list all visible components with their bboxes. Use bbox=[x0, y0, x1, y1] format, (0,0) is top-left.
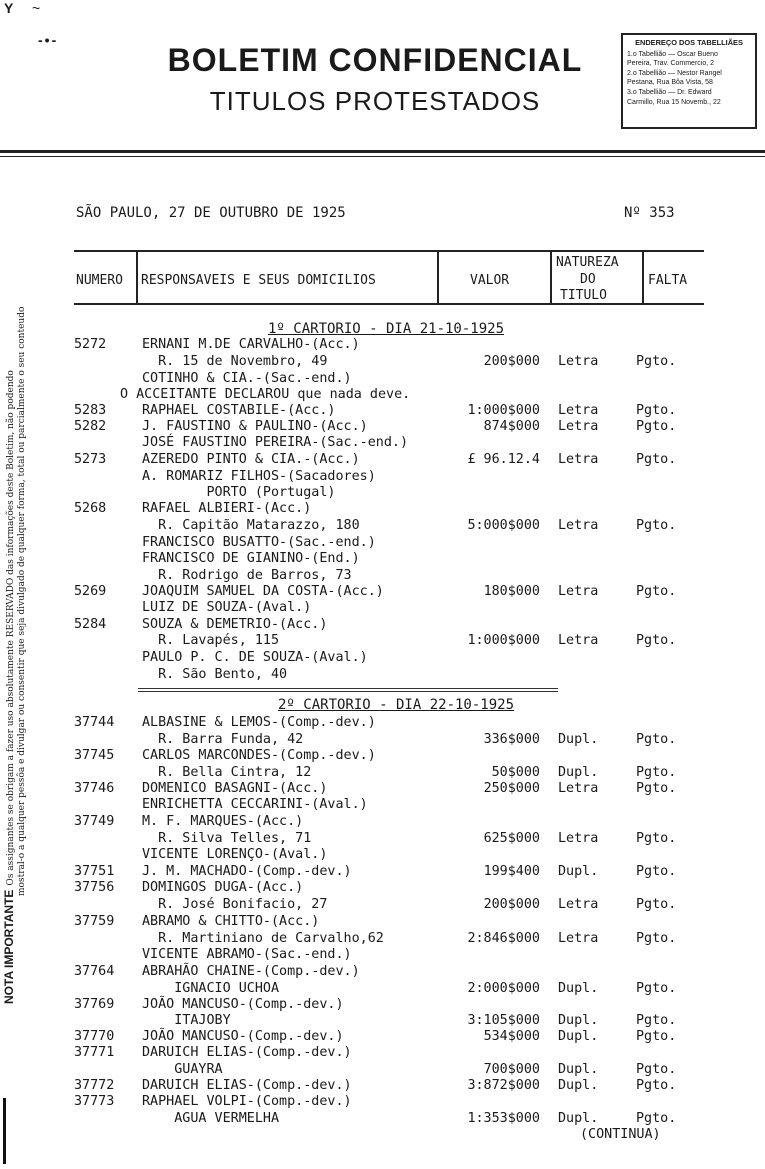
corner-mark: -•- bbox=[38, 32, 59, 48]
row-number: 5282 bbox=[74, 419, 107, 434]
section-divider bbox=[138, 691, 558, 692]
row-name: DOMENICO BASAGNI-(Acc.) bbox=[142, 781, 328, 796]
row-number: 37770 bbox=[74, 1029, 115, 1044]
row-number: 5269 bbox=[74, 584, 107, 599]
col-header-natureza: NATUREZA bbox=[556, 255, 619, 270]
address-line: Carmillo, Rua 15 Novemb., 22 bbox=[627, 98, 721, 106]
row-valor: 874$000 bbox=[483, 419, 540, 434]
row-name: DARUICH ELIAS-(Comp.-dev.) bbox=[142, 1078, 352, 1093]
row-valor: £ 96.12.4 bbox=[467, 452, 540, 467]
address-line: 3.o Tabellião — Dr. Edward bbox=[627, 88, 712, 96]
row-falta: Pgto. bbox=[636, 419, 677, 434]
row-natureza: Letra bbox=[558, 452, 599, 467]
row-name: O ACCEITANTE DECLAROU que nada deve. bbox=[120, 387, 411, 402]
address-box-heading: ENDEREÇO DOS TABELLIÃES bbox=[635, 38, 743, 47]
row-valor: 336$000 bbox=[483, 732, 540, 747]
row-valor: 50$000 bbox=[491, 765, 540, 780]
row-natureza: Dupl. bbox=[558, 981, 599, 996]
row-falta: Pgto. bbox=[636, 452, 677, 467]
col-header-valor: VALOR bbox=[470, 273, 510, 288]
row-name: SOUZA & DEMETRIO-(Acc.) bbox=[142, 617, 328, 632]
row-falta: Pgto. bbox=[636, 781, 677, 796]
row-natureza: Letra bbox=[558, 633, 599, 648]
row-falta: Pgto. bbox=[636, 584, 677, 599]
row-valor: 250$000 bbox=[483, 781, 540, 796]
row-name: VICENTE LORENÇO-(Aval.) bbox=[142, 847, 328, 862]
corner-mark: ~ bbox=[32, 0, 41, 16]
row-natureza: Letra bbox=[558, 931, 599, 946]
row-name: JOAQUIM SAMUEL DA COSTA-(Acc.) bbox=[142, 584, 384, 599]
col-header-natureza: TITULO bbox=[560, 288, 607, 303]
table-column-rule bbox=[136, 250, 138, 305]
row-name: COTINHO & CIA.-(Sac.-end.) bbox=[142, 371, 352, 386]
row-name: J. FAUSTINO & PAULINO-(Acc.) bbox=[142, 419, 368, 434]
row-number: 37771 bbox=[74, 1045, 115, 1060]
row-name: IGNACIO UCHOA bbox=[142, 981, 280, 996]
page-title: BOLETIM CONFIDENCIAL bbox=[167, 42, 583, 78]
row-natureza: Letra bbox=[558, 403, 599, 418]
row-name: JOÃO MANCUSO-(Comp.-dev.) bbox=[142, 1029, 344, 1044]
row-natureza: Letra bbox=[558, 419, 599, 434]
row-valor: 534$000 bbox=[483, 1029, 540, 1044]
row-name: JOÃO MANCUSO-(Comp.-dev.) bbox=[142, 997, 344, 1012]
row-valor: 200$000 bbox=[483, 897, 540, 912]
col-header-numero: NUMERO bbox=[76, 273, 123, 288]
row-valor: 1:000$000 bbox=[467, 633, 540, 648]
address-box bbox=[621, 33, 757, 129]
row-name: LUIZ DE SOUZA-(Aval.) bbox=[142, 600, 312, 615]
row-number: 37773 bbox=[74, 1094, 115, 1109]
row-name: M. F. MARQUES-(Acc.) bbox=[142, 814, 304, 829]
row-name: RAPHAEL COSTABILE-(Acc.) bbox=[142, 403, 336, 418]
row-number: 5268 bbox=[74, 501, 107, 516]
row-valor: 625$000 bbox=[483, 831, 540, 846]
col-header-falta: FALTA bbox=[648, 273, 688, 288]
row-name: FRANCISCO BUSATTO-(Sac.-end.) bbox=[142, 535, 376, 550]
row-number: 37759 bbox=[74, 914, 115, 929]
table-header-rule bbox=[74, 303, 704, 305]
row-valor: 200$000 bbox=[483, 354, 540, 369]
page-subtitle: TITULOS PROTESTADOS bbox=[209, 86, 541, 116]
section-title: 2º CARTORIO - DIA 22-10-1925 bbox=[278, 697, 515, 713]
row-name: AGUA VERMELHA bbox=[142, 1111, 280, 1126]
row-valor: 2:846$000 bbox=[467, 931, 540, 946]
row-natureza: Letra bbox=[558, 897, 599, 912]
row-falta: Pgto. bbox=[636, 931, 677, 946]
row-name: GUAYRA bbox=[142, 1062, 223, 1077]
row-natureza: Dupl. bbox=[558, 1062, 599, 1077]
row-name: DARUICH ELIAS-(Comp.-dev.) bbox=[142, 1045, 352, 1060]
side-note-label: NOTA IMPORTANTE bbox=[2, 889, 16, 1004]
row-falta: Pgto. bbox=[636, 1078, 677, 1093]
row-name: ABRAHÃO CHAINE-(Comp.-dev.) bbox=[142, 964, 360, 979]
row-name: ALBASINE & LEMOS-(Comp.-dev.) bbox=[142, 715, 376, 730]
row-valor: 1:000$000 bbox=[467, 403, 540, 418]
row-falta: Pgto. bbox=[636, 1111, 677, 1126]
row-name: DOMINGOS DUGA-(Acc.) bbox=[142, 880, 304, 895]
row-name: R. José Bonifacio, 27 bbox=[142, 897, 328, 912]
table-column-rule bbox=[550, 250, 552, 305]
header-rule bbox=[0, 156, 765, 157]
row-natureza: Dupl. bbox=[558, 864, 599, 879]
row-valor: 3:105$000 bbox=[467, 1013, 540, 1028]
row-name: ERNANI M.DE CARVALHO-(Acc.) bbox=[142, 337, 360, 352]
row-valor: 199$400 bbox=[483, 864, 540, 879]
row-falta: Pgto. bbox=[636, 831, 677, 846]
row-natureza: Letra bbox=[558, 781, 599, 796]
row-name: RAPHAEL VOLPI-(Comp.-dev.) bbox=[142, 1094, 352, 1109]
row-name: FRANCISCO DE GIANINO-(End.) bbox=[142, 551, 360, 566]
row-name: VICENTE ABRAMO-(Sac.-end.) bbox=[142, 947, 352, 962]
row-number: 37751 bbox=[74, 864, 115, 879]
row-valor: 2:000$000 bbox=[467, 981, 540, 996]
row-name: R. Capitão Matarazzo, 180 bbox=[142, 518, 360, 533]
row-falta: Pgto. bbox=[636, 864, 677, 879]
document-number: Nº 353 bbox=[624, 205, 675, 221]
address-line: 2.o Tabellião — Nestor Rangel bbox=[627, 69, 722, 77]
row-name: R. Martiniano de Carvalho,62 bbox=[142, 931, 384, 946]
row-falta: Pgto. bbox=[636, 981, 677, 996]
header-rule bbox=[0, 150, 765, 153]
row-number: 37749 bbox=[74, 814, 115, 829]
row-name: R. Silva Telles, 71 bbox=[142, 831, 312, 846]
row-natureza: Dupl. bbox=[558, 1029, 599, 1044]
row-valor: 1:353$000 bbox=[467, 1111, 540, 1126]
row-natureza: Dupl. bbox=[558, 1078, 599, 1093]
row-name: R. Rodrigo de Barros, 73 bbox=[142, 568, 352, 583]
row-natureza: Letra bbox=[558, 584, 599, 599]
row-valor: 3:872$000 bbox=[467, 1078, 540, 1093]
row-number: 5283 bbox=[74, 403, 107, 418]
side-bar-mark bbox=[3, 1098, 6, 1164]
row-number: 5273 bbox=[74, 452, 107, 467]
row-name: R. Bella Cintra, 12 bbox=[142, 765, 312, 780]
row-falta: Pgto. bbox=[636, 1029, 677, 1044]
col-header-responsaveis: RESPONSAVEIS E SEUS DOMICILIOS bbox=[141, 273, 376, 288]
row-name: A. ROMARIZ FILHOS-(Sacadores) bbox=[142, 469, 376, 484]
row-number: 37772 bbox=[74, 1078, 115, 1093]
row-name: ABRAMO & CHITTO-(Acc.) bbox=[142, 914, 320, 929]
row-name: R. São Bento, 40 bbox=[142, 667, 288, 682]
table-column-rule bbox=[642, 250, 644, 305]
row-falta: Pgto. bbox=[636, 897, 677, 912]
row-natureza: Dupl. bbox=[558, 732, 599, 747]
side-note-line: mostral-o a qualquer pessôa e divulgar ou consentir que seja divulgado de qualquer forma, total ou parcialmente o seu conteudo bbox=[17, 306, 27, 896]
row-natureza: Letra bbox=[558, 518, 599, 533]
continua-note: (CONTINUA) bbox=[580, 1127, 661, 1142]
row-falta: Pgto. bbox=[636, 1062, 677, 1077]
row-name: CARLOS MARCONDES-(Comp.-dev.) bbox=[142, 748, 376, 763]
row-number: 37764 bbox=[74, 964, 115, 979]
row-name: PORTO (Portugal) bbox=[142, 485, 336, 500]
corner-mark: Y bbox=[4, 0, 14, 16]
address-line: 1.o Tabellião — Oscar Bueno bbox=[627, 50, 718, 58]
dateline: SÃO PAULO, 27 DE OUTUBRO DE 1925 bbox=[76, 205, 346, 221]
address-line: Pereira, Trav. Commercio, 2 bbox=[627, 60, 715, 68]
row-falta: Pgto. bbox=[636, 1013, 677, 1028]
row-natureza: Dupl. bbox=[558, 1013, 599, 1028]
address-line: Pestana, Rua Bôa Vista, 58 bbox=[627, 79, 713, 87]
row-name: J. M. MACHADO-(Comp.-dev.) bbox=[142, 864, 352, 879]
row-number: 37756 bbox=[74, 880, 115, 895]
row-falta: Pgto. bbox=[636, 765, 677, 780]
side-note bbox=[4, 204, 28, 1004]
row-falta: Pgto. bbox=[636, 732, 677, 747]
col-header-natureza: DO bbox=[580, 272, 596, 287]
row-name: R. Barra Funda, 42 bbox=[142, 732, 304, 747]
row-name: R. 15 de Novembro, 49 bbox=[142, 354, 328, 369]
row-valor: 5:000$000 bbox=[467, 518, 540, 533]
row-number: 37744 bbox=[74, 715, 115, 730]
side-note-line: Os assignantes se obrigam a fazer uso absolutamente RESERVADO das informações deste Boletim, não podendo bbox=[6, 370, 16, 886]
row-name: AZEREDO PINTO & CIA.-(Acc.) bbox=[142, 452, 360, 467]
row-falta: Pgto. bbox=[636, 354, 677, 369]
row-number: 5284 bbox=[74, 617, 107, 632]
row-falta: Pgto. bbox=[636, 633, 677, 648]
row-natureza: Dupl. bbox=[558, 1111, 599, 1126]
section-divider bbox=[138, 688, 558, 689]
row-name: PAULO P. C. DE SOUZA-(Aval.) bbox=[142, 650, 368, 665]
row-natureza: Dupl. bbox=[558, 765, 599, 780]
table-column-rule bbox=[437, 250, 439, 305]
row-name: JOSÉ FAUSTINO PEREIRA-(Sac.-end.) bbox=[142, 435, 409, 450]
row-name: R. Lavapés, 115 bbox=[142, 633, 280, 648]
row-number: 37746 bbox=[74, 781, 115, 796]
section-title: 1º CARTORIO - DIA 21-10-1925 bbox=[268, 321, 505, 337]
row-falta: Pgto. bbox=[636, 403, 677, 418]
row-number: 37769 bbox=[74, 997, 115, 1012]
row-falta: Pgto. bbox=[636, 518, 677, 533]
row-number: 5272 bbox=[74, 337, 107, 352]
row-natureza: Letra bbox=[558, 354, 599, 369]
row-name: RAFAEL ALBIERI-(Acc.) bbox=[142, 501, 312, 516]
row-name: ITAJOBY bbox=[142, 1013, 231, 1028]
table-header-rule bbox=[74, 250, 704, 252]
row-natureza: Letra bbox=[558, 831, 599, 846]
row-valor: 700$000 bbox=[483, 1062, 540, 1077]
row-name: ENRICHETTA CECCARINI-(Aval.) bbox=[142, 797, 368, 812]
row-number: 37745 bbox=[74, 748, 115, 763]
row-valor: 180$000 bbox=[483, 584, 540, 599]
